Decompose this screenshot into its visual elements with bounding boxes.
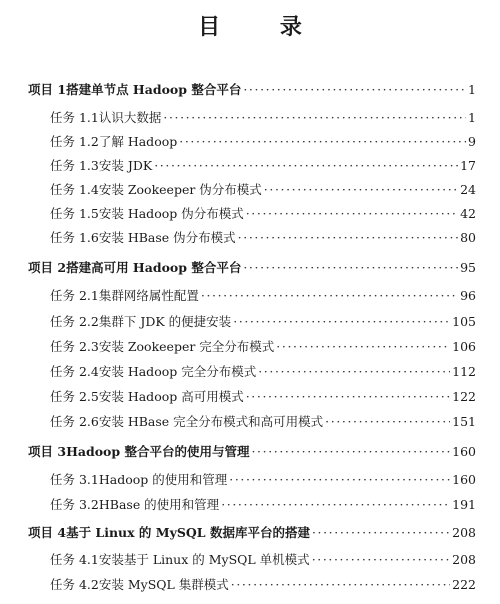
toc-entry[interactable]: [50, 180, 476, 200]
entry-label: 任务 2.6: [50, 414, 99, 429]
toc-entry[interactable]: [28, 442, 476, 462]
entry-label: 项目 2: [28, 260, 67, 275]
dot-leader: [163, 108, 466, 128]
entry-title: 集群网络属性配置: [98, 288, 199, 303]
entry-title: Hadoop 整合平台的使用与管理: [66, 444, 250, 459]
page-title: 目 录: [198, 15, 328, 40]
entry-title: 安装 Hadoop 伪分布模式: [98, 206, 244, 221]
entry-page-number: 151: [452, 414, 476, 429]
entry-page-number: 122: [452, 389, 476, 404]
toc-entry[interactable]: [50, 575, 476, 595]
entry-page-number: 191: [452, 497, 476, 512]
entry-label: 任务 3.2: [50, 497, 99, 512]
entry-label: 项目 4: [28, 525, 67, 540]
entry-label: 任务 2.3: [50, 339, 99, 354]
entry-label: 项目 1: [28, 82, 67, 97]
dot-leader: [276, 337, 450, 357]
entry-label: 任务 2.4: [50, 364, 99, 379]
entry-page-number: 24: [460, 182, 476, 197]
toc-entry[interactable]: [50, 470, 476, 490]
entry-title: 认识大数据: [98, 110, 162, 125]
entry-page-number: 208: [452, 552, 476, 567]
toc-entry[interactable]: [50, 204, 476, 224]
dot-leader: [312, 523, 450, 543]
entry-page-number: 42: [460, 206, 476, 221]
entry-title: 安装 Zookeeper 完全分布模式: [98, 339, 275, 354]
toc-entry[interactable]: [28, 523, 476, 543]
entry-label: 任务 1.4: [50, 182, 99, 197]
entry-title: 安装 Hadoop 高可用模式: [98, 389, 244, 404]
dot-leader: [229, 470, 450, 490]
entry-title: 搭建单节点 Hadoop 整合平台: [66, 82, 242, 97]
entry-page-number: 160: [452, 444, 476, 459]
toc-entry[interactable]: [50, 387, 476, 407]
dot-leader: [231, 575, 450, 595]
entry-page-number: 222: [452, 577, 476, 592]
dot-leader: [258, 362, 450, 382]
entry-label: 任务 2.5: [50, 389, 99, 404]
entry-label: 任务 4.2: [50, 577, 99, 592]
entry-page-number: 17: [460, 158, 476, 173]
entry-title: 搭建高可用 Hadoop 整合平台: [66, 260, 242, 275]
entry-title: 基于 Linux 的 MySQL 数据库平台的搭建: [66, 525, 310, 540]
entry-title: 集群下 JDK 的便捷安装: [98, 314, 232, 329]
entry-title: 安装 HBase 伪分布模式: [98, 230, 236, 245]
dot-leader: [246, 387, 450, 407]
entry-title: 了解 Hadoop: [98, 134, 178, 149]
dot-leader: [325, 412, 450, 432]
entry-title: 安装 MySQL 集群模式: [98, 577, 229, 592]
entry-page-number: 160: [452, 472, 476, 487]
dot-leader: [312, 550, 450, 570]
entry-page-number: 1: [468, 82, 476, 97]
toc-entry[interactable]: [50, 312, 476, 332]
entry-title: HBase 的使用和管理: [98, 497, 220, 512]
toc-entry[interactable]: [50, 362, 476, 382]
entry-label: 任务 1.1: [50, 110, 99, 125]
entry-label: 任务 4.1: [50, 552, 99, 567]
entry-label: 任务 2.2: [50, 314, 99, 329]
entry-page-number: 80: [460, 230, 476, 245]
entry-label: 任务 1.3: [50, 158, 99, 173]
entry-title: Hadoop 的使用和管理: [98, 472, 228, 487]
entry-title: 安装 HBase 完全分布模式和高可用模式: [98, 414, 324, 429]
dot-leader: [251, 442, 450, 462]
dot-leader: [238, 228, 458, 248]
entry-title: 安装 Zookeeper 伪分布模式: [98, 182, 262, 197]
dot-leader: [264, 180, 458, 200]
toc-entry[interactable]: [50, 412, 476, 432]
toc-entry[interactable]: [50, 337, 476, 357]
entry-page-number: 105: [452, 314, 476, 329]
dot-leader: [201, 286, 458, 306]
toc-entry[interactable]: [28, 80, 476, 100]
entry-label: 任务 1.6: [50, 230, 99, 245]
toc-entry[interactable]: [50, 550, 476, 570]
toc-entry[interactable]: [50, 108, 476, 128]
dot-leader: [243, 80, 466, 100]
entry-page-number: 208: [452, 525, 476, 540]
entry-page-number: 106: [452, 339, 476, 354]
entry-page-number: 96: [460, 288, 476, 303]
dot-leader: [221, 495, 450, 515]
dot-leader: [246, 204, 458, 224]
toc-entry[interactable]: [50, 228, 476, 248]
toc-entry[interactable]: [50, 132, 476, 152]
entry-title: 安装 JDK: [98, 158, 153, 173]
entry-page-number: 9: [468, 134, 476, 149]
dot-leader: [243, 258, 458, 278]
entry-label: 项目 3: [28, 444, 67, 459]
toc-entry[interactable]: [50, 286, 476, 306]
entry-page-number: 95: [460, 260, 476, 275]
entry-label: 任务 1.2: [50, 134, 99, 149]
toc-entry[interactable]: [28, 258, 476, 278]
entry-page-number: 1: [468, 110, 476, 125]
toc-entry[interactable]: [50, 495, 476, 515]
entry-label: 任务 1.5: [50, 206, 99, 221]
toc-entry[interactable]: [50, 156, 476, 176]
dot-leader: [179, 132, 466, 152]
dot-leader: [154, 156, 458, 176]
entry-title: 安装基于 Linux 的 MySQL 单机模式: [98, 552, 310, 567]
entry-label: 任务 3.1: [50, 472, 99, 487]
dot-leader: [233, 312, 450, 332]
entry-label: 任务 2.1: [50, 288, 99, 303]
entry-page-number: 112: [452, 364, 476, 379]
entry-title: 安装 Hadoop 完全分布模式: [98, 364, 257, 379]
